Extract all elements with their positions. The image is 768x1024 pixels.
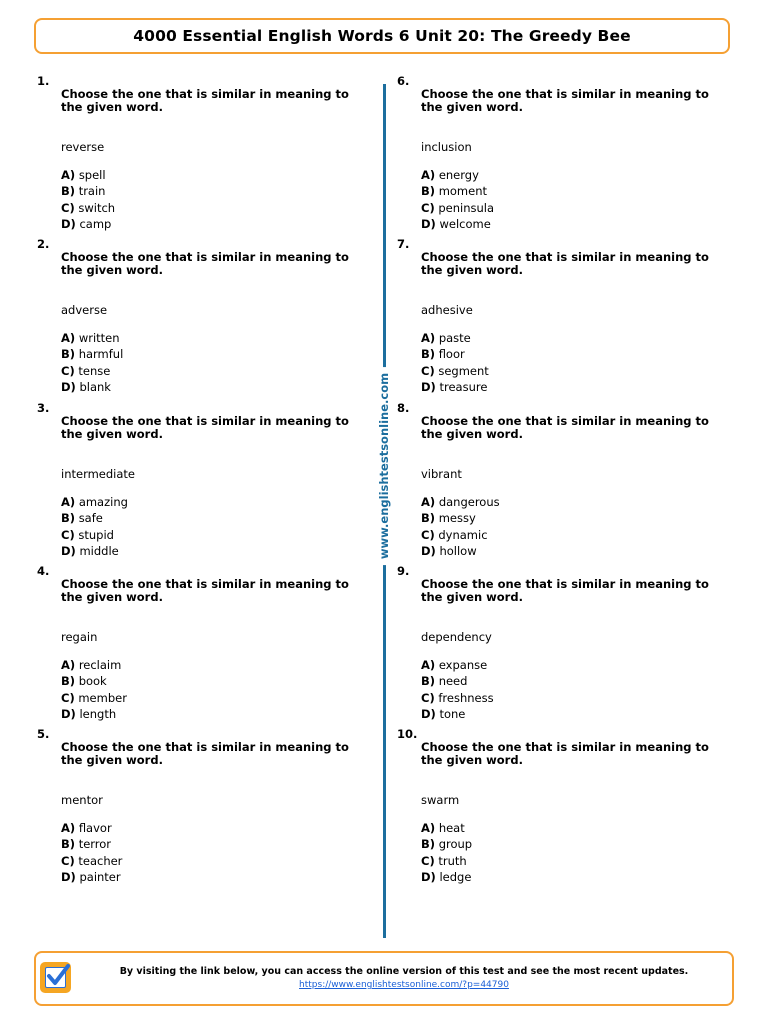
option-text: energy (438, 168, 479, 182)
option-letter: C) (421, 200, 435, 215)
option[interactable] (61, 543, 128, 559)
option[interactable] (61, 853, 122, 869)
option-list (421, 494, 500, 559)
option-letter: B) (61, 674, 76, 689)
option-letter: B) (61, 184, 76, 199)
option-letter: D) (61, 216, 76, 231)
option-letter: C) (421, 853, 435, 868)
watermark-text: www.englishtestsonline.com (375, 367, 393, 565)
option[interactable] (421, 510, 500, 526)
option-text: treasure (439, 379, 488, 394)
checkbox-check-icon (40, 962, 71, 993)
option-list (421, 167, 494, 232)
question-number: 8. (397, 401, 410, 415)
question-prompt: Choose the one that is similar in meaning to the given word. (61, 414, 349, 441)
option[interactable] (61, 657, 127, 673)
option-letter: A) (61, 331, 76, 345)
question-prompt: Choose the one that is similar in meaning to the given word. (61, 577, 349, 604)
option[interactable] (61, 363, 123, 379)
option[interactable] (421, 673, 494, 689)
option[interactable] (61, 330, 123, 346)
option-text: amazing (78, 495, 128, 509)
option[interactable] (421, 494, 500, 510)
option[interactable] (61, 706, 127, 722)
option-letter: C) (421, 527, 435, 542)
option-letter: D) (421, 543, 436, 558)
question-word: dependency (421, 630, 492, 644)
option-letter: A) (421, 821, 436, 835)
option-text: safe (78, 511, 103, 526)
option-list (421, 820, 472, 885)
option[interactable] (421, 690, 494, 706)
option-letter: D) (61, 543, 76, 558)
question-prompt: Choose the one that is similar in meaning to the given word. (61, 87, 349, 114)
question-number: 10. (397, 727, 418, 741)
option[interactable] (421, 820, 472, 836)
option-letter: D) (421, 869, 436, 884)
option-letter: C) (61, 363, 75, 378)
option-letter: B) (61, 347, 76, 362)
option-text: train (78, 184, 106, 199)
option-letter: C) (421, 363, 435, 378)
option-text: painter (79, 869, 121, 884)
option-letter: C) (61, 200, 75, 215)
option-letter: B) (421, 837, 436, 852)
question-prompt: Choose the one that is similar in meaning to the given word. (61, 740, 349, 767)
option[interactable] (421, 836, 472, 852)
question-word: adverse (61, 303, 108, 317)
question-word: swarm (421, 793, 460, 807)
question-number: 9. (397, 564, 410, 578)
option-text: welcome (439, 216, 491, 231)
option-text: group (438, 837, 473, 852)
option[interactable] (421, 527, 500, 543)
option-text: flavor (78, 821, 112, 835)
option-text: ledge (439, 869, 472, 884)
question-word: inclusion (421, 140, 472, 154)
option-text: dangerous (438, 495, 500, 509)
option-text: member (78, 690, 127, 705)
option-letter: A) (61, 658, 76, 672)
option-text: reclaim (78, 658, 122, 672)
option-text: tense (78, 363, 111, 378)
option[interactable] (61, 836, 122, 852)
question-number: 7. (397, 237, 410, 251)
option-list (421, 330, 489, 395)
option-letter: D) (61, 706, 76, 721)
option[interactable] (61, 494, 128, 510)
title-box (34, 18, 730, 54)
option-letter: B) (421, 184, 436, 199)
option-text: harmful (78, 347, 124, 362)
option[interactable] (421, 183, 494, 199)
option-text: length (79, 706, 117, 721)
footer-text: By visiting the link below, you can access the online version of this test and see the most recent updates. (119, 966, 689, 977)
option-text: dynamic (438, 527, 488, 542)
question-number: 4. (37, 564, 50, 578)
option[interactable] (61, 379, 123, 395)
option-list (61, 330, 123, 395)
page-title: 4000 Essential English Words 6 Unit 20: The Greedy Bee (133, 27, 631, 45)
option-text: blank (79, 379, 111, 394)
option-letter: C) (61, 690, 75, 705)
option-letter: C) (61, 527, 75, 542)
question-number: 2. (37, 237, 50, 251)
option-list (421, 657, 494, 722)
option-letter: B) (61, 837, 76, 852)
option-text: book (78, 674, 107, 689)
option-letter: A) (421, 658, 436, 672)
option[interactable] (421, 346, 489, 362)
option[interactable] (421, 167, 494, 183)
option[interactable] (421, 657, 494, 673)
option-letter: D) (61, 379, 76, 394)
option-letter: D) (61, 869, 76, 884)
option-list (61, 494, 128, 559)
option[interactable] (61, 200, 115, 216)
option[interactable] (61, 216, 115, 232)
option-letter: A) (421, 331, 436, 345)
option[interactable] (421, 379, 489, 395)
question-prompt: Choose the one that is similar in meaning to the given word. (421, 87, 709, 114)
option-text: segment (438, 363, 489, 378)
option[interactable] (421, 869, 472, 885)
footer-link[interactable]: https://www.englishtestsonline.com/?p=44790 (299, 980, 509, 990)
option-list (61, 820, 122, 885)
option-list (61, 167, 115, 232)
option-text: camp (79, 216, 112, 231)
question-prompt: Choose the one that is similar in meaning to the given word. (421, 414, 709, 441)
option[interactable] (61, 690, 127, 706)
option-letter: B) (61, 511, 76, 526)
question-number: 3. (37, 401, 50, 415)
option-text: tone (439, 706, 466, 721)
option-letter: D) (421, 379, 436, 394)
option-text: truth (438, 853, 467, 868)
option[interactable] (61, 510, 128, 526)
option-letter: B) (421, 674, 436, 689)
option-text: floor (438, 347, 465, 362)
option-letter: D) (421, 706, 436, 721)
question-word: vibrant (421, 467, 462, 481)
option-text: terror (78, 837, 112, 852)
option[interactable] (421, 363, 489, 379)
option[interactable] (61, 820, 122, 836)
question-number: 1. (37, 74, 50, 88)
option-text: stupid (78, 527, 114, 542)
option-text: messy (438, 511, 476, 526)
option[interactable] (61, 673, 127, 689)
option[interactable] (421, 543, 500, 559)
option-text: peninsula (438, 200, 495, 215)
question-prompt: Choose the one that is similar in meaning to the given word. (61, 250, 349, 277)
option-text: written (78, 331, 120, 345)
option[interactable] (421, 330, 489, 346)
option-letter: C) (421, 690, 435, 705)
option[interactable] (421, 853, 472, 869)
option[interactable] (61, 346, 123, 362)
option[interactable] (421, 706, 494, 722)
option-letter: C) (61, 853, 75, 868)
question-number: 6. (397, 74, 410, 88)
option-letter: B) (421, 347, 436, 362)
question-word: adhesive (421, 303, 473, 317)
option-text: teacher (78, 853, 123, 868)
option-letter: A) (61, 495, 76, 509)
option-letter: D) (421, 216, 436, 231)
option-text: expanse (438, 658, 488, 672)
question-number: 5. (37, 727, 50, 741)
option-text: freshness (438, 690, 494, 705)
option-text: heat (438, 821, 465, 835)
option-list (61, 657, 127, 722)
footer (34, 951, 734, 1006)
option[interactable] (61, 183, 115, 199)
option-letter: A) (421, 495, 436, 509)
option-text: moment (438, 184, 488, 199)
option[interactable] (421, 200, 494, 216)
option[interactable] (421, 216, 494, 232)
option[interactable] (61, 869, 122, 885)
question-word: reverse (61, 140, 105, 154)
question-word: intermediate (61, 467, 135, 481)
question-word: regain (61, 630, 98, 644)
option-text: hollow (439, 543, 477, 558)
question-prompt: Choose the one that is similar in meaning to the given word. (421, 250, 709, 277)
question-prompt: Choose the one that is similar in meaning to the given word. (421, 740, 709, 767)
option-text: switch (78, 200, 116, 215)
option-text: need (438, 674, 468, 689)
option-letter: B) (421, 511, 436, 526)
question-word: mentor (61, 793, 103, 807)
option-text: spell (78, 168, 106, 182)
option-letter: A) (61, 821, 76, 835)
option[interactable] (61, 527, 128, 543)
option-letter: A) (61, 168, 76, 182)
question-prompt: Choose the one that is similar in meaning to the given word. (421, 577, 709, 604)
option-letter: A) (421, 168, 436, 182)
option-text: middle (79, 543, 119, 558)
option-text: paste (438, 331, 471, 345)
option[interactable] (61, 167, 115, 183)
